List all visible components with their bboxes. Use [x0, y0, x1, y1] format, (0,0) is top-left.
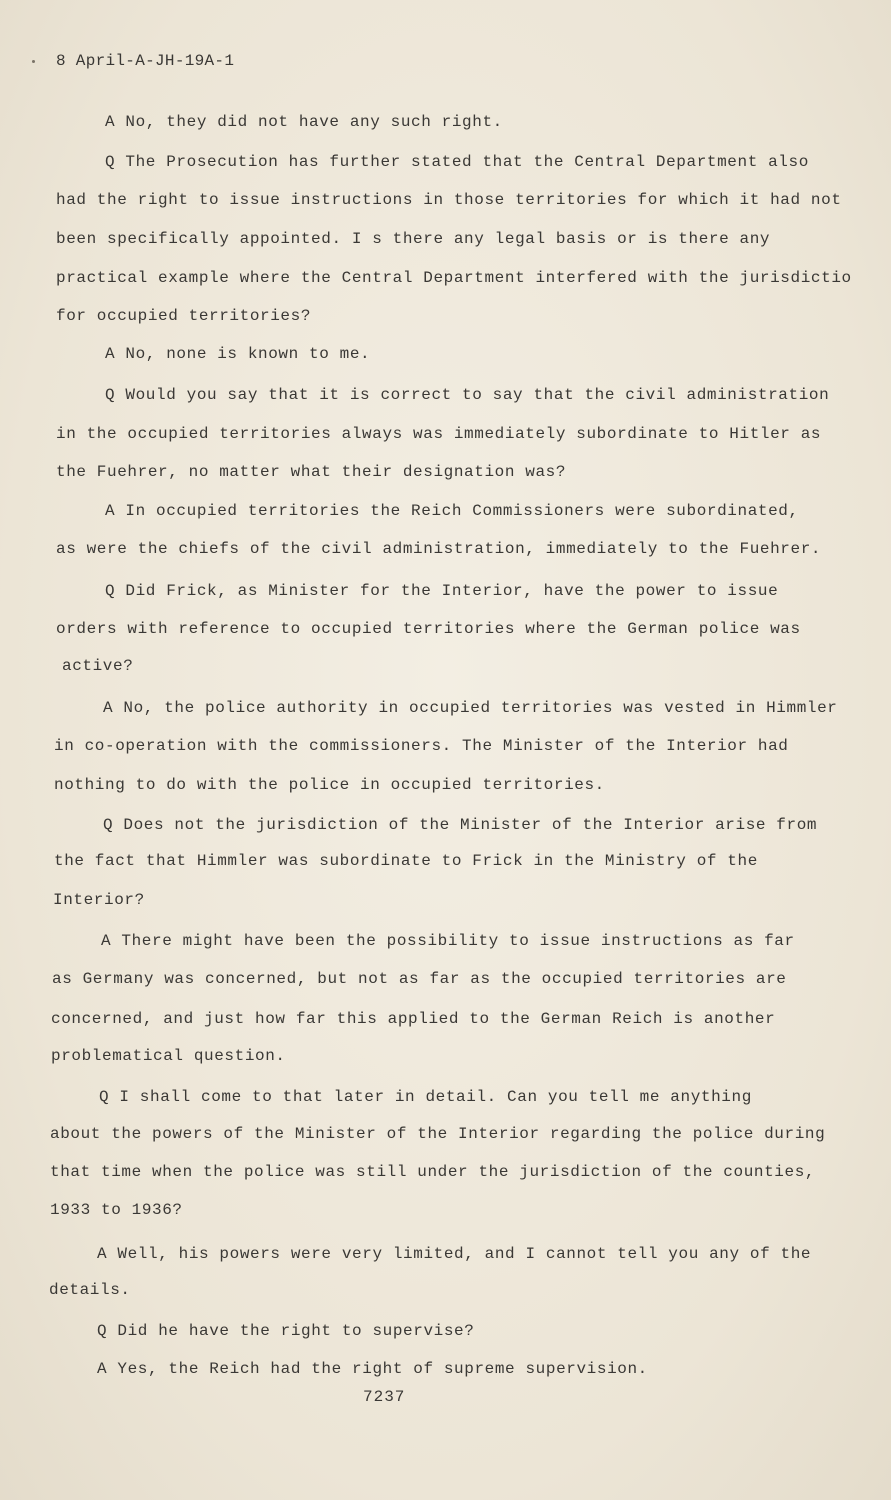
- text-line: concerned, and just how far this applied to the German Reich is another: [51, 1010, 776, 1028]
- text-line: Q The Prosecution has further stated that the Central Department also: [105, 153, 809, 171]
- text-line: A Yes, the Reich had the right of supreme supervision.: [97, 1360, 648, 1378]
- text-line: A Well, his powers were very limited, and I cannot tell you any of the: [97, 1245, 812, 1263]
- text-line: the fact that Himmler was subordinate to Frick in the Ministry of the: [54, 852, 758, 870]
- text-line: orders with reference to occupied territories where the German police was: [56, 620, 801, 638]
- text-line: been specifically appointed. I s there any legal basis or is there any: [56, 230, 771, 248]
- text-line: problematical question.: [51, 1047, 286, 1065]
- text-line: active?: [62, 657, 134, 675]
- text-line: A There might have been the possibility to issue instructions as far: [101, 932, 795, 950]
- text-line: details.: [49, 1281, 131, 1299]
- text-line: A No, none is known to me.: [105, 345, 371, 363]
- text-line: 1933 to 1936?: [50, 1201, 183, 1219]
- margin-dot: [32, 60, 35, 63]
- text-line: about the powers of the Minister of the Interior regarding the police during: [50, 1125, 826, 1143]
- text-line: that time when the police was still under the jurisdiction of the counties,: [50, 1163, 816, 1181]
- text-line: Q I shall come to that later in detail. Can you tell me anything: [99, 1088, 752, 1106]
- page-reference-header: 8 April-A-JH-19A-1: [56, 52, 235, 70]
- text-line: for occupied territories?: [56, 307, 312, 325]
- text-line: as Germany was concerned, but not as far as the occupied territories are: [52, 970, 787, 988]
- text-line: A No, they did not have any such right.: [105, 113, 503, 131]
- text-line: A No, the police authority in occupied territories was vested in Himmler: [103, 699, 838, 717]
- text-line: Q Would you say that it is correct to say that the civil administration: [105, 386, 830, 404]
- text-line: practical example where the Central Department interfered with the jurisdictio: [56, 269, 852, 287]
- text-line: the Fuehrer, no matter what their designation was?: [56, 463, 567, 481]
- text-line: in co-operation with the commissioners. The Minister of the Interior had: [54, 737, 789, 755]
- text-line: Q Did Frick, as Minister for the Interior, have the power to issue: [105, 582, 779, 600]
- text-line: Q Does not the jurisdiction of the Minister of the Interior arise from: [103, 816, 818, 834]
- text-line: had the right to issue instructions in those territories for which it had not: [56, 191, 842, 209]
- text-line: A In occupied territories the Reich Commissioners were subordinated,: [105, 502, 799, 520]
- text-line: Interior?: [53, 891, 145, 909]
- text-line: in the occupied territories always was immediately subordinate to Hitler as: [56, 425, 822, 443]
- text-line: Q Did he have the right to supervise?: [97, 1322, 475, 1340]
- text-line: as were the chiefs of the civil administration, immediately to the Fuehrer.: [56, 540, 822, 558]
- page-number: 7237: [363, 1388, 406, 1406]
- text-line: nothing to do with the police in occupied territories.: [54, 776, 605, 794]
